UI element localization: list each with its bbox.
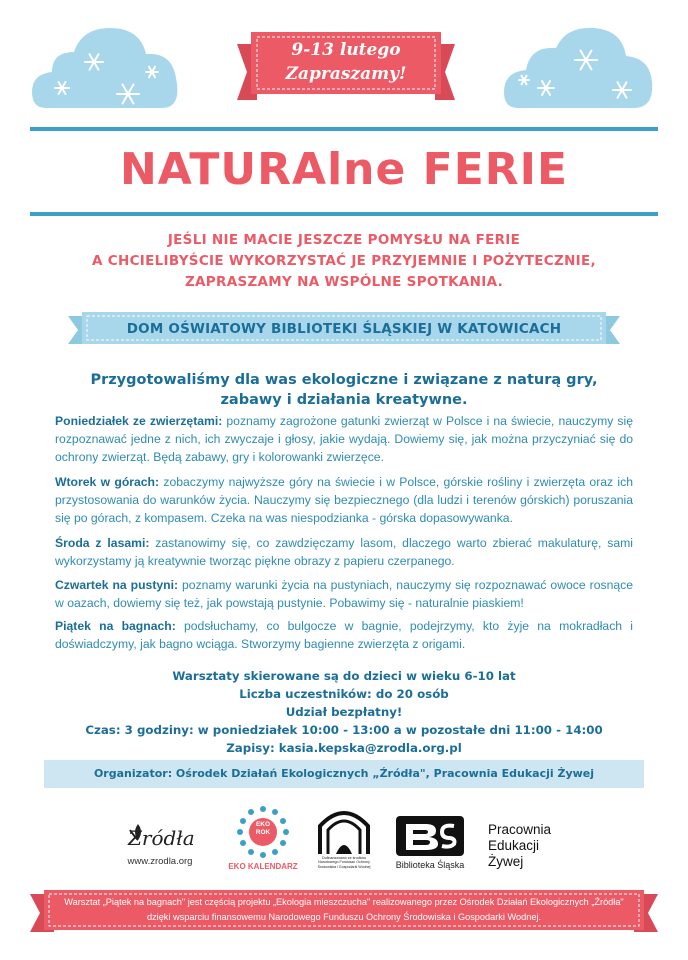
title-divider [30,212,658,216]
day-thursday: Czwartek na pustyni: poznamy warunki życia na pustyniach, nauczymy się rozpoznawać owoce rosnące w oazach, dowiemy się też, jak powstają pustynie. Pobawimy się - naturalnie piaskiem! [55,578,633,610]
snow-cloud-left-icon [32,22,182,108]
info-time: Czas: 3 godziny: w poniedziałek 10:00 - 13:00 a w pozostałe dni 11:00 - 14:00 [85,723,603,737]
zrodla-logo: Źródła www.zrodla.org [116,818,206,874]
lead-text: Przygotowaliśmy dla was ekologiczne i związane z naturą gry, zabawy i działania kreatywne. [90,372,598,408]
info-participants: Liczba uczestników: do 20 osób [239,687,449,701]
info-block [40,667,648,757]
ribbon-date: 9-13 lutego [291,40,401,60]
venue-name: DOM OŚWIATOWY BIBLIOTEKI ŚLĄSKIEJ W KATOWICACH [126,321,562,337]
day-friday: Piątek na bagnach: podsłuchamy, co bulgocze w bagnie, podejrzymy, kto żyje na mokradłach i doświadczymy, jak bagno wciąga. Stworzymy bagienne zwierzęta z origami. [55,619,633,651]
biblioteka-slaska-logo: Biblioteka Śląska [396,816,468,876]
intro-text: JEŚLI NIE MACIE JESZCZE POMYSŁU NA FERIE A CHCIELIBYŚCIE WYKORZYSTAĆ JE PRZYJEMNIE I POŻYTECZNIE, ZAPRASZAMY NA WSPÓLNE SPOTKANIA. [92,232,596,290]
date-ribbon [237,30,455,108]
page-title: NATURAlne FERIE [119,144,569,195]
top-divider [30,127,658,131]
footer-text: Warsztat „Piątek na bagnach" jest częścią projektu „Ekologia mieszczucha" realizowanego przez Ośrodek Działań Ekologicznych „Źródła" dzięki wsparciu finansowemu Narodowego Funduszu Ochrony Środowiska i Gospodarki Wodnej. [64,897,624,922]
info-signup[interactable]: Zapisy: kasia.kepska@zrodla.org.pl [226,741,462,755]
day-tuesday: Wtorek w górach: zobaczymy najwyższe góry na świecie i w Polsce, górskie rośliny i zwierzęta oraz ich przystosowania do warunków życia. Nauczymy się bezpiecznego (dla ludzi i terenów górskich) poruszania się po górach, z kompasem. Czeka na was niespodzianka - górska dopasowywanka. [55,475,633,525]
info-free: Udział bezpłatny! [285,705,403,719]
day-wednesday: Środa z lasami: zastanowimy się, co zawdzięczamy lasom, dlaczego warto zbierać makulaturę, sami wykorzystamy ją kreatywnie tworząc piękne obrazy z papieru czerpanego. [55,536,633,568]
venue-banner [68,310,620,348]
nfosigw-logo: Dofinansowano ze środków Narodowego Funduszu Ochrony Środowiska i Gospodarki Wodnej [316,806,372,876]
info-age: Warsztaty skierowane są do dzieci w wieku 6-10 lat [172,669,516,683]
eko-kalendarz-logo: EKO ROK EKO KALENDARZ [228,804,298,874]
organizer-bar [44,760,644,788]
bs-monogram-icon [396,816,464,856]
snow-cloud-right-icon [504,22,654,108]
footer-ribbon [30,890,658,936]
nfosigw-emblem-icon [316,806,372,854]
organizer-text: Organizator: Ośrodek Działań Ekologicznych „Źródła", Pracownia Edukacji Żywej [93,767,595,780]
day-monday: Poniedziałek ze zwierzętami: poznamy zagrożone gatunki zwierząt w Polsce i na świecie, nauczymy się rozpoznawać jedne z nich, ich zwyczaje i głosy, jakie wydają. Dowiemy się, jak można przyczyniać się do ochrony zwierząt. Będą zabawy, gry i kolorowanki zwierzęce. [55,414,633,464]
pracownia-edukacji-zywej-logo: Pracownia Edukacji Żywej [488,822,552,869]
ribbon-invite: Zapraszamy! [285,64,407,84]
